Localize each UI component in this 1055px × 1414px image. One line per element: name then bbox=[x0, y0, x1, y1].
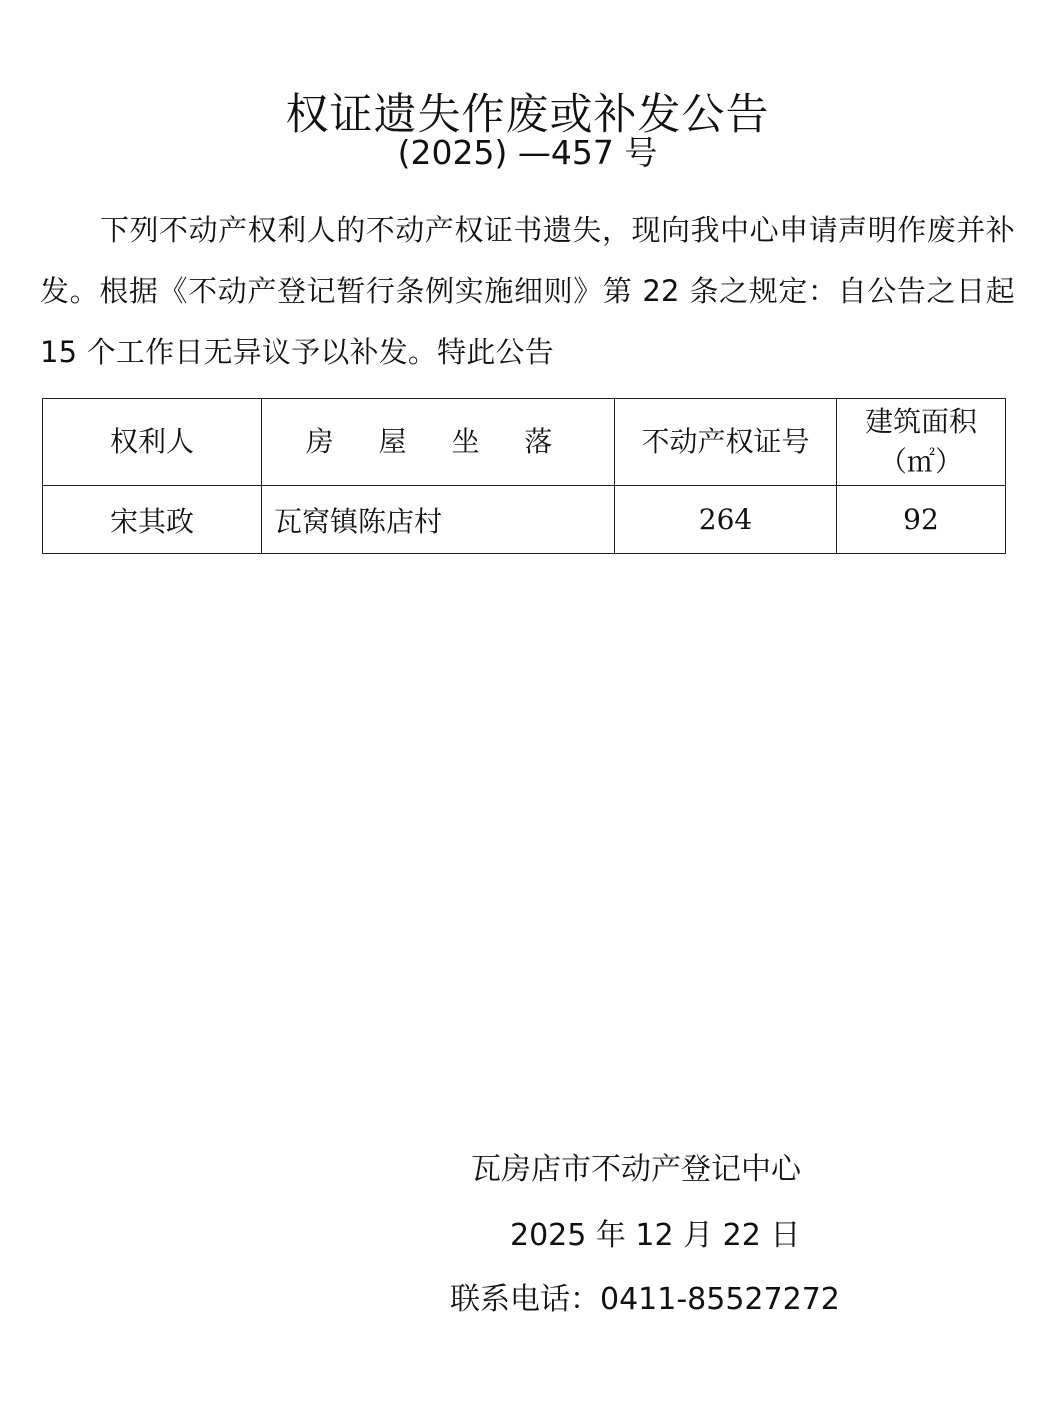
issue-date: 2025 年 12 月 22 日 bbox=[510, 1218, 801, 1253]
cell-cert-no: 264 bbox=[615, 486, 837, 554]
issuing-organization: 瓦房店市不动产登记中心 bbox=[471, 1152, 801, 1187]
notice-title: 权证遗失作废或补发公告 bbox=[285, 89, 770, 140]
header-area bbox=[837, 399, 1006, 486]
header-location: 房 屋 坐 落 bbox=[262, 399, 615, 486]
notice-body: 下列不动产权利人的不动产权证书遗失，现向我中心申请声明作废并补发。根据《不动产登记暂行条例实施细则》第 22 条之规定：自公告之日起 15 个工作日无异议予以补发。特此公告 bbox=[40, 213, 1015, 369]
lost-certificate-table bbox=[42, 398, 1006, 554]
table-header-row bbox=[43, 399, 1006, 486]
cell-owner: 宋其政 bbox=[43, 486, 262, 554]
table-row bbox=[43, 486, 1006, 554]
header-area-unit: （㎡） bbox=[878, 445, 963, 478]
header-area-label: 建筑面积 bbox=[864, 405, 977, 438]
header-owner: 权利人 bbox=[43, 399, 262, 486]
cell-area: 92 bbox=[837, 486, 1006, 554]
contact-phone: 联系电话：0411-85527272 bbox=[450, 1282, 840, 1317]
notice-number: (2025) —457 号 bbox=[397, 133, 658, 172]
header-cert-no: 不动产权证号 bbox=[615, 399, 837, 486]
cell-location: 瓦窝镇陈店村 bbox=[262, 486, 615, 554]
